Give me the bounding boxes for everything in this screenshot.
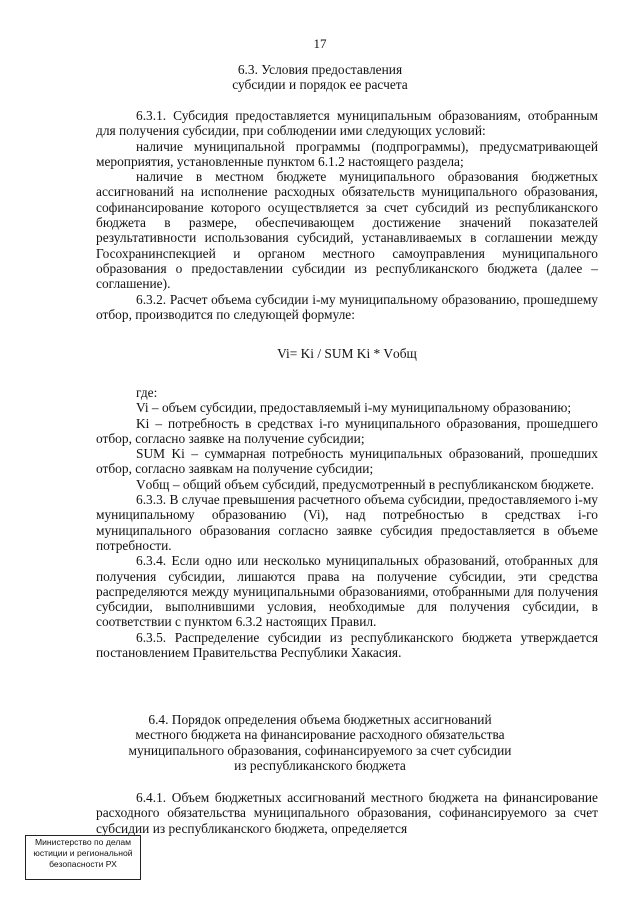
section-heading-line: 6.4. Порядок определения объема бюджетных ассигнований (148, 712, 492, 727)
stamp-line: юстиции и региональной (33, 848, 133, 858)
paragraph-6-3-5: 6.3.5. Распределение субсидии из республиканского бюджета утверждается постановлением Правительства Республики Хакасия. (96, 629, 598, 661)
section-6-3-body (96, 108, 598, 322)
section-6-4-body (96, 790, 598, 836)
paragraph-condition-1: наличие муниципальной программы (подпрограммы), предусматривающей мероприятия, установленные пунктом 6.1.2 настоящего раздела; (96, 138, 598, 169)
definition-vi: Vi – объем субсидии, предоставляемый i-му муниципальному образованию; (136, 400, 572, 416)
paragraph-6-3-3: 6.3.3. В случае превышения расчетного объема субсидии, предоставляемого i-му муниципальному образованию (Vi), над потребностью в средствах i-го муниципального образования согласно заявке субсидия предоставляется в объеме потребности. (96, 492, 598, 553)
formula: Vi= Ki / SUM Ki * Vобщ (277, 346, 417, 361)
definition-sum-ki: SUM Ki – суммарная потребность муниципальных образований, прошедших отбор, согласно заявкам на получение субсидии; (96, 446, 598, 477)
section-heading-line: субсидии и порядок ее расчета (232, 77, 408, 93)
paragraph-6-3-1: 6.3.1. Субсидия предоставляется муниципальным образованиям, отобранным для получения субсидии, при соблюдении ими следующих условий: (96, 108, 598, 139)
where-label: где: (136, 385, 158, 400)
stamp-line: безопасности РХ (49, 859, 117, 869)
formula-block (96, 346, 598, 361)
section-heading-line: местного бюджета на финансирование расходного обязательства (135, 727, 505, 743)
page-number: 17 (313, 36, 327, 51)
paragraph-6-3-2: 6.3.2. Расчет объема субсидии i-му муниципальному образованию, прошедшему отбор, производится по следующей формуле: (96, 291, 598, 322)
stamp-line: Министерство по делам (34, 837, 132, 847)
definitions-block (96, 385, 598, 660)
definition-vobsh: Vобщ – общий объем субсидий, предусмотренный в республиканском бюджете. (136, 476, 595, 492)
section-heading-6-3 (0, 62, 640, 93)
section-heading-line: муниципального образования, софинансируемого за счет субсидии (128, 742, 512, 758)
paragraph-6-3-4: 6.3.4. Если одно или несколько муниципальных образований, отобранных для получения субсидии, лишаются права на получение субсидии, эти средства распределяются между муниципальными образованиями, отобранными для получения субсидии, выполнившими условия, необходимые для получения субсидии, в соответствии с пунктом 6.3.2 настоящих Правил. (96, 553, 598, 630)
section-heading-line: 6.3. Условия предоставления (237, 62, 403, 77)
paragraph-condition-2: наличие в местном бюджете муниципального образования бюджетных ассигнований на исполнение расходных обязательств муниципального образования, софинансирование которого осуществляется за счет субсидий из республиканского бюджета в размере, обеспечивающем достижение значений показателей результативности использования субсидий, устанавливаемых в соглашении между Госохранинспекцией и органом местного самоуправления муниципального образования о предоставлении субсидии из республиканского бюджета (далее – соглашение). (96, 169, 598, 292)
section-heading-line: из республиканского бюджета (234, 757, 406, 773)
paragraph-6-4-1: 6.4.1. Объем бюджетных ассигнований местного бюджета на финансирование расходного обязательства муниципального образования, софинансируемого за счет субсидии из республиканского бюджета, определяется (96, 790, 598, 836)
section-heading-6-4 (0, 712, 640, 773)
ministry-stamp (25, 835, 141, 880)
definition-ki: Ki – потребность в средствах i-го муниципального образования, прошедшего отбор, согласно заявке на получение субсидии; (96, 415, 598, 446)
